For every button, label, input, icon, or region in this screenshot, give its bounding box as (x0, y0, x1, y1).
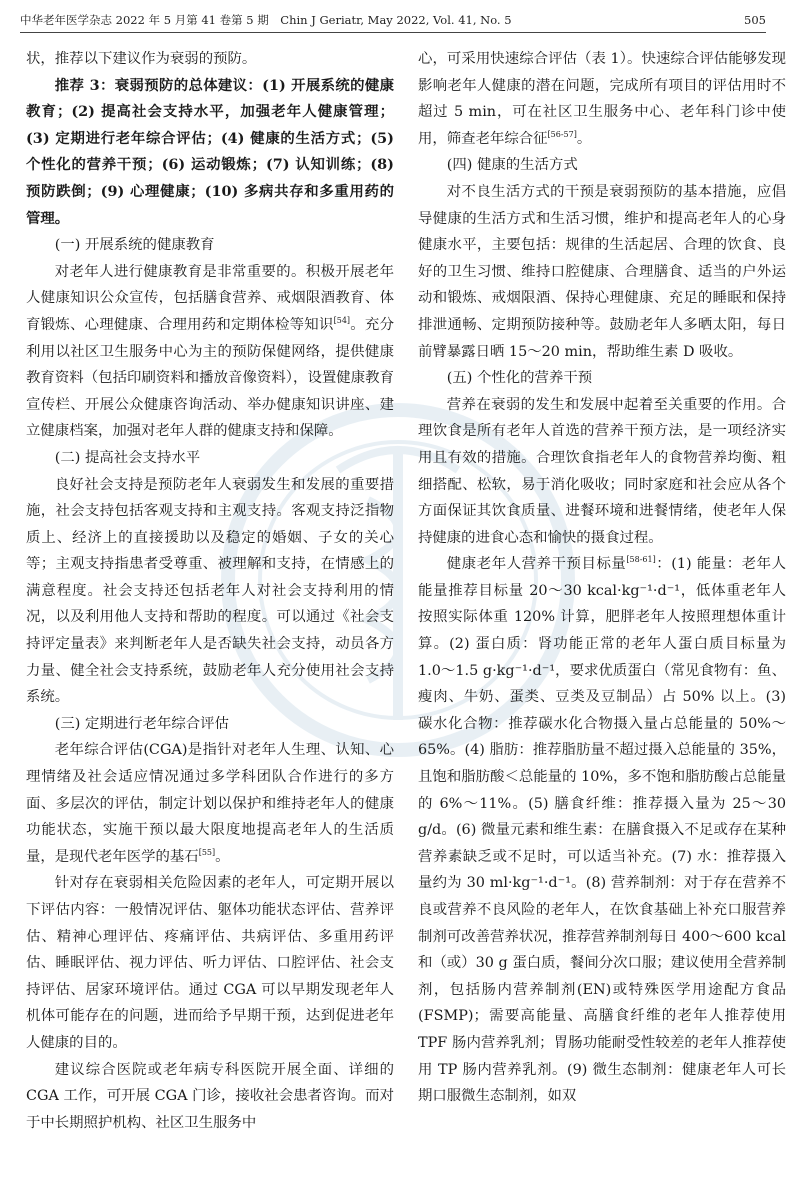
section-heading (418, 365, 786, 392)
body-paragraph (26, 259, 394, 445)
paragraph-text-continued: 。 (576, 130, 592, 147)
section-heading (418, 152, 786, 179)
paragraph-text: (四) 健康的生活方式 (446, 157, 578, 174)
paragraph-text: (二) 提高社会支持水平 (54, 449, 201, 466)
left-column (26, 46, 394, 1136)
citation-reference: [56-57] (547, 129, 577, 139)
paragraph-text: (五) 个性化的营养干预 (446, 370, 593, 387)
citation-reference: [54] (333, 316, 351, 326)
paragraph-text: 老年综合评估(CGA)是指针对老年人生理、认知、心理情绪及社会适应情况通过多学科团队合作进行的多方面、多层次的评估，制定计划以保护和维持老年人的健康功能状态，实施干预以最大限度地提高老年人的生活质量，是现代老年医学的基石 (26, 742, 394, 865)
paragraph-text-continued: 。 (215, 848, 230, 865)
paragraph-text: (一) 开展系统的健康教育 (54, 237, 215, 254)
continued-paragraph (26, 46, 394, 73)
paragraph-text-continued: ：(1) 能量：老年人能量推荐目标量 20～30 kcal·kg⁻¹·d⁻¹，低体重老年人按照实际体重 120% 计算，肥胖老年人按照理想体重计算。(2) 蛋白质：肾功能正常的老年人蛋白质目标量为 1.0～1.5 g·kg⁻¹·d⁻¹，要求优质蛋白（常见食物有：鱼、瘦肉、牛奶、蛋类、豆类及豆制品）占 50% 以上。(3) 碳水化合物：推荐碳水化合物摄入量占总能量的 50%～65%。(4) 脂肪：推荐脂肪量不超过摄入总能量的 35%，且饱和脂肪酸＜总能量的 10%，多不饱和脂肪酸占总能量的 6%～11%。(5) 膳食纤维：推荐摄入量为 25～30 g/d。(6) 微量元素和维生素：在膳食摄入不足或存在某种营养素缺乏或不足时，可以适当补充。(7) 水：推荐摄入量约为 30 ml·kg⁻¹·d⁻¹。(8) 营养制剂：对于存在营养不良或营养不良风险的老年人，在饮食基础上补充口服营养制剂可改善营养状况，推荐营养制剂每日 400～600 kcal 和（或）30 g 蛋白质，餐间分次口服；建议使用全营养制剂，包括肠内营养制剂(EN)或特殊医学用途配方食品(FSMP)；需要高能量、高膳食纤维的老年人推荐使用 TPF 肠内营养乳剂；胃肠功能耐受性较差的老年人推荐使用 TP 肠内营养乳剂。(9) 微生态制剂：健康老年人可长期口服微生态制剂，如双 (418, 556, 786, 1105)
section-heading (26, 711, 394, 738)
body-paragraph (26, 870, 394, 1056)
paragraph-text: 心，可采用快速综合评估（表 1）。快速综合评估能够发现影响老年人健康的潜在问题，完成所有项目的评估用时不超过 5 min，可在社区卫生服务中心、老年科门诊中使用，筛查老年综合征 (418, 51, 786, 147)
running-header (20, 8, 766, 33)
body-paragraph (26, 472, 394, 711)
body-paragraph (26, 737, 394, 870)
paragraph-text: 对老年人进行健康教育是非常重要的。积极开展老年人健康知识公众宣传，包括膳食营养、戒烟限酒教育、体育锻炼、心理健康、合理用药和定期体检等知识 (26, 263, 394, 333)
citation-reference: [58-61] (626, 555, 656, 565)
paragraph-text: 良好社会支持是预防老年人衰弱发生和发展的重要措施，社会支持包括客观支持和主观支持。客观支持泛指物质上、经济上的直接援助以及稳定的婚姻、子女的关心等；主观支持指患者受尊重、被理解和支持，在情感上的满意程度。社会支持还包括老年人对社会支持利用的情况，以及利用他人支持和帮助的程度。可以通过《社会支持评定量表》来判断老年人是否缺失社会支持，动员各方力量、健全社会支持系统，鼓励老年人充分使用社会支持系统。 (26, 476, 394, 706)
paragraph-text: 针对存在衰弱相关危险因素的老年人，可定期开展以下评估内容：一般情况评估、躯体功能状态评估、营养评估、精神心理评估、疼痛评估、共病评估、多重用药评估、睡眠评估、视力评估、听力评估、口腔评估、社会支持评估、居家环境评估。通过 CGA 可以早期发现老年人机体可能存在的问题，进而给予早期干预，达到促进老年人健康的目的。 (26, 875, 394, 1051)
paragraph-text: 推荐 3：衰弱预防的总体建议：(1) 开展系统的健康教育；(2) 提高社会支持水平，加强老年人健康管理；(3) 定期进行老年综合评估；(4) 健康的生活方式；(5) 个性化的营养干预；(6) 运动锻炼；(7) 认知训练；(8) 预防跌倒；(9) 心理健康；(10) 多病共存和多重用药的管理。 (26, 76, 394, 227)
continued-paragraph (418, 46, 786, 152)
paragraph-text: 对不良生活方式的干预是衰弱预防的基本措施，应倡导健康的生活方式和生活习惯，维护和提高老年人的心身健康水平，主要包括：规律的生活起居、合理的饮食、良好的卫生习惯、维持口腔健康、合理膳食、适当的户外运动和锻炼、戒烟限酒、保持心理健康、充足的睡眠和保持排泄通畅、定期预防接种等。鼓励老年人多晒太阳，每日前臂暴露日晒 15～20 min，帮助维生素 D 吸收。 (418, 183, 786, 360)
body-paragraph (26, 1057, 394, 1137)
paragraph-text: 健康老年人营养干预目标量 (446, 556, 627, 573)
paragraph-text: 状，推荐以下建议作为衰弱的预防。 (26, 51, 257, 67)
page-number: 505 (744, 13, 766, 27)
paragraph-text: 建议综合医院或老年病专科医院开展全面、详细的 CGA 工作，可开展 CGA 门诊，接收社会患者咨询。而对于中长期照护机构、社区卫生服务中 (26, 1061, 394, 1131)
recommendation-paragraph (26, 73, 394, 233)
body-paragraph (418, 551, 786, 1109)
citation-reference: [55] (198, 848, 216, 858)
body-paragraph (418, 392, 786, 552)
section-heading (26, 232, 394, 259)
paragraph-text-continued: 。充分利用以社区卫生服务中心为主的预防保健网络，提供健康教育资料（包括印刷资料和播放音像资料），设置健康教育宣传栏、开展公众健康咨询活动、举办健康知识讲座、建立健康档案，加强对老年人群的健康支持和保障。 (26, 316, 394, 440)
paragraph-text: (三) 定期进行老年综合评估 (54, 715, 229, 732)
journal-citation: 中华老年医学杂志 2022 年 5 月第 41 卷第 5 期 Chin J Geriatr, May 2022, Vol. 41, No. 5 (20, 13, 512, 27)
section-heading (26, 445, 394, 472)
paragraph-text: 营养在衰弱的发生和发展中起着至关重要的作用。合理饮食是所有老年人首选的营养干预方法，是一项经济实用且有效的措施。合理饮食指老年人的食物营养均衡、粗细搭配、松软，易于消化吸收；同时家庭和社会应从各个方面保证其饮食质量、进餐环境和进餐情绪，使老年人保持健康的进食心态和愉快的摄食过程。 (418, 396, 786, 546)
body-paragraph (418, 179, 786, 365)
right-column (418, 46, 786, 1110)
